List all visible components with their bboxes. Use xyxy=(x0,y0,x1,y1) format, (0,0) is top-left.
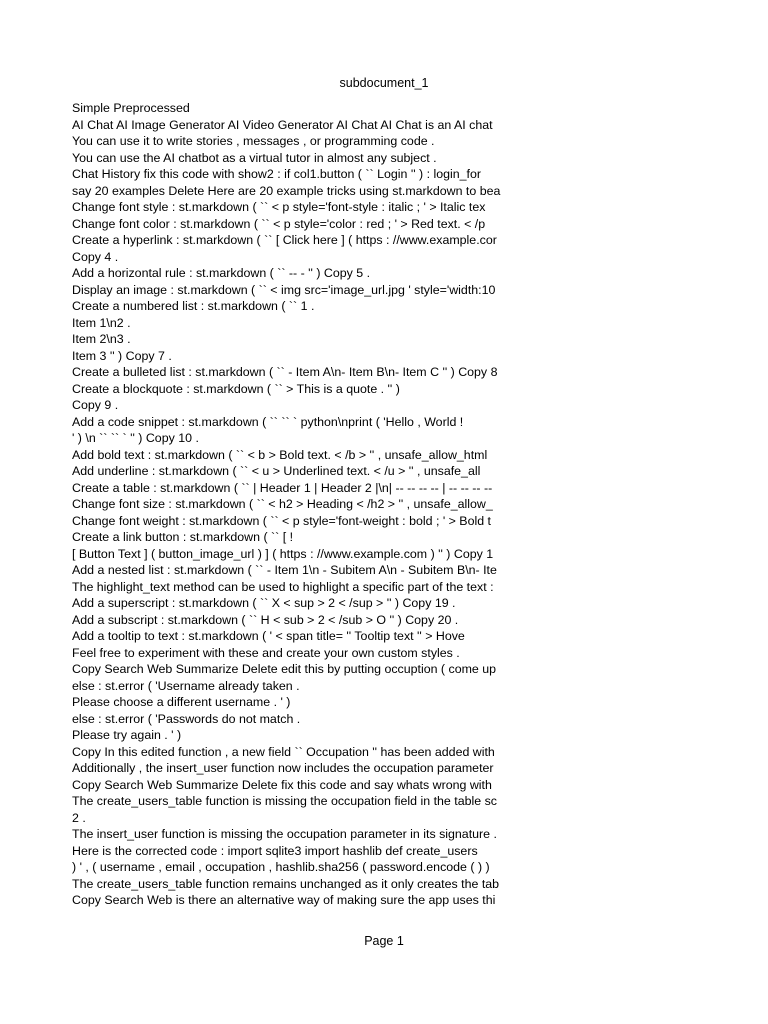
text-line: ' ) \n `` `` ` '' ) Copy 10 . xyxy=(72,431,199,445)
text-line: Create a numbered list : st.markdown ( `` 1 . xyxy=(72,299,315,313)
text-line: The create_users_table function is missing the occupation field in the table sc xyxy=(72,794,497,808)
text-line: say 20 examples Delete Here are 20 example tricks using st.markdown to bea xyxy=(72,183,501,198)
text-line: Change font size : st.markdown ( `` < h2 > Heading < /h2 > '' , unsafe_allow_ xyxy=(72,497,493,511)
text-line: The insert_user function is missing the occupation parameter in its signature . xyxy=(72,827,497,841)
text-line: Additionally , the insert_user function now includes the occupation parameter xyxy=(72,761,494,775)
text-line: The create_users_table function remains unchanged as it only creates the tab xyxy=(72,876,500,891)
text-line: Feel free to experiment with these and create your own custom styles . xyxy=(72,645,460,660)
text-line: Add a nested list : st.markdown ( `` - Item 1\n - Subitem A\n - Subitem B\n- Ite xyxy=(72,563,497,577)
text-line: Add a horizontal rule : st.markdown ( `` -- - '' ) Copy 5 . xyxy=(72,266,371,280)
text-line: 2 . xyxy=(72,810,86,825)
text-line: Copy Search Web Summarize Delete fix this code and say whats wrong with xyxy=(72,777,492,792)
text-line: Item 3 '' ) Copy 7 . xyxy=(72,348,172,363)
text-line: Add a superscript : st.markdown ( `` X < sup > 2 < /sup > '' ) Copy 19 . xyxy=(72,596,456,610)
text-line: You can use the AI chatbot as a virtual tutor in almost any subject . xyxy=(72,150,437,165)
text-line: Create a link button : st.markdown ( `` [ ! xyxy=(72,530,294,544)
text-line: Add a code snippet : st.markdown ( `` `` ` python\nprint ( 'Hello , World ! xyxy=(72,414,464,429)
text-line: Change font weight : st.markdown ( `` < p style='font-weight : bold ; ' > Bold t xyxy=(72,513,491,528)
page-number: Page 1 xyxy=(364,934,404,948)
text-line: Chat History fix this code with show2 : if col1.button ( `` Login '' ) : login_for xyxy=(72,167,481,181)
text-line: The highlight_text method can be used to highlight a specific part of the text : xyxy=(72,579,494,594)
text-line: Copy Search Web Summarize Delete edit this by putting occuption ( come up xyxy=(72,662,497,676)
text-line: Copy 4 . xyxy=(72,249,119,264)
text-line: Add a subscript : st.markdown ( `` H < sub > 2 < /sub > O '' ) Copy 20 . xyxy=(72,612,459,627)
text-line: AI Chat AI Image Generator AI Video Generator AI Chat AI Chat is an AI chat xyxy=(72,117,493,132)
text-line: ) ' , ( username , email , occupation , hashlib.sha256 ( password.encode ( ) ) xyxy=(72,860,490,874)
text-line: Here is the corrected code : import sqlite3 import hashlib def create_users xyxy=(72,843,478,858)
text-line: Change font style : st.markdown ( `` < p style='font-style : italic ; ' > Italic tex xyxy=(72,200,486,214)
text-line: else : st.error ( 'Username already taken . xyxy=(72,678,300,693)
text-line: You can use it to write stories , messages , or programming code . xyxy=(72,134,435,148)
document-body xyxy=(72,100,503,909)
text-line: Simple Preprocessed xyxy=(72,101,190,115)
text-line: Create a hyperlink : st.markdown ( `` [ Click here ] ( https : //www.example.cor xyxy=(72,233,497,247)
text-line: Copy In this edited function , a new field `` Occupation '' has been added with xyxy=(72,744,495,759)
text-line: Item 1\n2 . xyxy=(72,315,131,330)
text-line: Change font color : st.markdown ( `` < p style='color : red ; ' > Red text. < /p xyxy=(72,216,486,231)
text-line: Add underline : st.markdown ( `` < u > Underlined text. < /u > '' , unsafe_all xyxy=(72,464,481,478)
text-line: else : st.error ( 'Passwords do not match . xyxy=(72,711,301,726)
text-line: Copy Search Web is there an alternative way of making sure the app uses thi xyxy=(72,893,496,907)
text-line: Create a blockquote : st.markdown ( `` > This is a quote . '' ) xyxy=(72,381,400,396)
text-line: Display an image : st.markdown ( `` < img src='image_url.jpg ' style='width:10 xyxy=(72,282,496,297)
text-line: Please try again . ' ) xyxy=(72,728,182,742)
text-line: Add bold text : st.markdown ( `` < b > Bold text. < /b > '' , unsafe_allow_html xyxy=(72,447,488,462)
text-line: [ Button Text ] ( button_image_url ) ] ( https : //www.example.com ) '' ) Copy 1 xyxy=(72,546,494,561)
text-line: Create a bulleted list : st.markdown ( `` - Item A\n- Item B\n- Item C '' ) Copy 8 xyxy=(72,365,498,379)
text-line: Item 2\n3 . xyxy=(72,332,131,346)
text-line: Create a table : st.markdown ( `` | Header 1 | Header 2 |\n| -- -- -- -- | -- -- -- -- xyxy=(72,480,493,495)
document-title: subdocument_1 xyxy=(339,76,429,90)
text-line: Add a tooltip to text : st.markdown ( ' < span title= '' Tooltip text '' > Hove xyxy=(72,629,465,643)
text-line: Please choose a different username . ' ) xyxy=(72,695,291,709)
text-line: Copy 9 . xyxy=(72,398,119,412)
